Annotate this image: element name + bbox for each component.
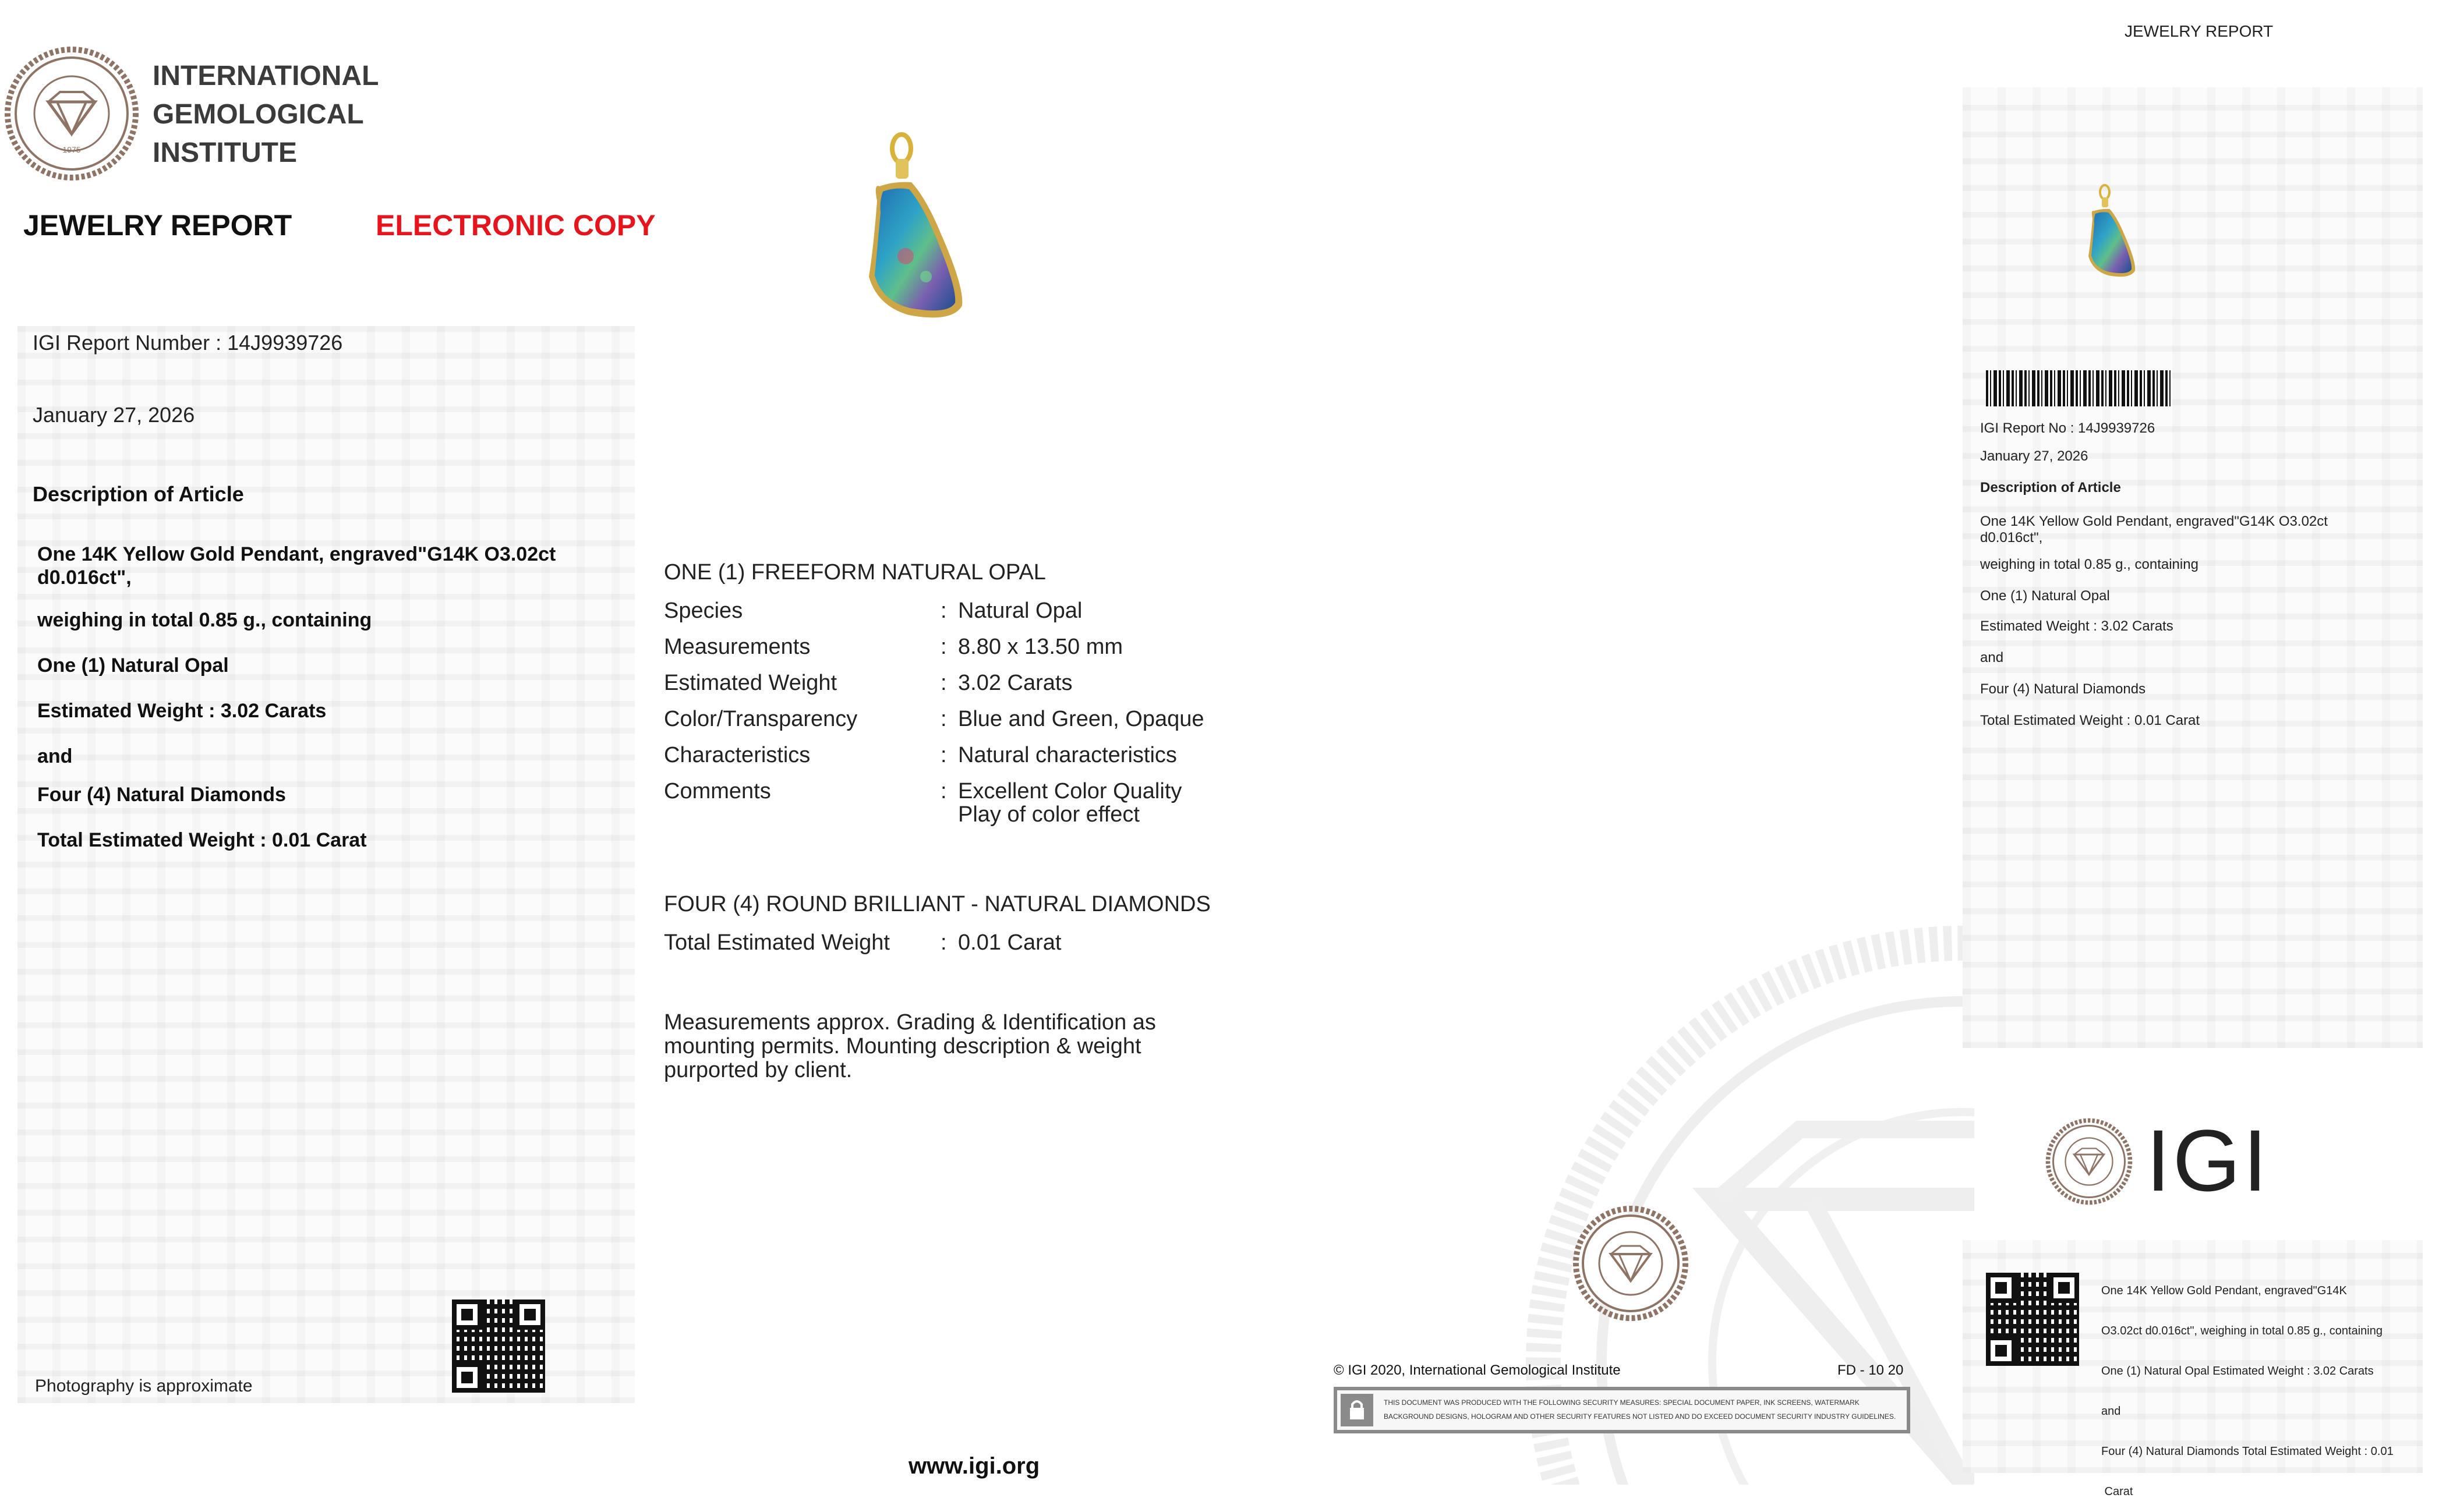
security-strip: [1334, 1387, 1910, 1433]
note-line: mounting permits. Mounting description & weight: [664, 1034, 1141, 1058]
row-label: Color/Transparency: [664, 707, 858, 731]
pendant-thumbnail: [2073, 180, 2143, 291]
right-summary-line: and: [2101, 1405, 2121, 1418]
right-description-line: One (1) Natural Opal: [1980, 588, 2110, 604]
small-seal-logo: [1572, 1205, 1689, 1322]
row-separator: :: [941, 930, 947, 955]
right-description-line: Estimated Weight : 3.02 Carats: [1980, 618, 2173, 634]
report-number: IGI Report Number : 14J9939726: [33, 331, 343, 355]
pendant-photo: [839, 131, 978, 341]
qr-code-left[interactable]: [452, 1299, 545, 1393]
brand-name-line3: INSTITUTE: [153, 137, 297, 168]
right-description-line: One 14K Yellow Gold Pendant, engraved"G14K O3.02ct: [1980, 514, 2328, 529]
row-value: Excellent Color Quality: [958, 779, 1182, 803]
brand-name-line2: GEMOLOGICAL: [153, 99, 364, 130]
brand-name-line1: INTERNATIONAL: [153, 61, 379, 91]
right-summary-line: One (1) Natural Opal Estimated Weight : 3.02 Carats: [2101, 1365, 2374, 1378]
row-label: Characteristics: [664, 743, 811, 767]
row-value: Natural characteristics: [958, 743, 1177, 767]
description-line: and: [37, 745, 73, 767]
right-description-line: and: [1980, 650, 2004, 665]
row-label: Comments: [664, 779, 771, 803]
top-right-report-type: JEWELRY REPORT: [2125, 22, 2274, 40]
row-label: Measurements: [664, 635, 811, 659]
padlock-icon: [1341, 1394, 1373, 1426]
row-separator: :: [941, 635, 947, 659]
right-description-line: Total Estimated Weight : 0.01 Carat: [1980, 713, 2200, 728]
form-code: FD - 10 20: [1837, 1362, 1904, 1378]
row-separator: :: [941, 707, 947, 731]
row-label: Estimated Weight: [664, 671, 837, 695]
description-line: One (1) Natural Opal: [37, 654, 229, 677]
description-line: One 14K Yellow Gold Pendant, engraved"G14K O3.02ct d0.016ct",: [37, 543, 556, 589]
report-barcode: [1986, 370, 2172, 406]
note-line: purported by client.: [664, 1058, 853, 1082]
description-heading: Description of Article: [33, 482, 244, 506]
right-report-number: IGI Report No : 14J9939726: [1980, 420, 2155, 436]
right-report-date: January 27, 2026: [1980, 448, 2088, 464]
diamond-section-heading: FOUR (4) ROUND BRILLIANT - NATURAL DIAMONDS: [664, 892, 1211, 916]
row-value: 8.80 x 13.50 mm: [958, 635, 1123, 659]
description-line: Total Estimated Weight : 0.01 Carat: [37, 829, 367, 851]
row-label: Species: [664, 599, 743, 623]
row-value: Blue and Green, Opaque: [958, 707, 1204, 731]
igi-logo-seal-right: [2045, 1118, 2133, 1205]
copyright-text: © IGI 2020, International Gemological Institute: [1334, 1362, 1621, 1378]
note-line: Measurements approx. Grading & Identification as: [664, 1010, 1156, 1035]
security-text-line2: BACKGROUND DESIGNS, HOLOGRAM AND OTHER SECURITY FEATURES NOT LISTED AND DO EXCEED DOCUMENT SECURITY INDUSTRY GUIDELINES.: [1384, 1412, 1896, 1421]
description-line: Four (4) Natural Diamonds: [37, 784, 286, 806]
right-description-line: weighing in total 0.85 g., containing: [1980, 557, 2198, 572]
row-value: Natural Opal: [958, 599, 1083, 623]
row-separator: :: [941, 599, 947, 623]
qr-code-right[interactable]: [1986, 1273, 2079, 1366]
website-link[interactable]: www.igi.org: [909, 1453, 1040, 1479]
igi-wordmark: IGI: [2146, 1111, 2270, 1209]
seal-year: 1975: [62, 145, 81, 154]
report-type-title: JEWELRY REPORT: [23, 209, 292, 242]
row-separator: :: [941, 779, 947, 803]
row-value: 0.01 Carat: [958, 930, 1062, 955]
row-label: Total Estimated Weight: [664, 930, 890, 955]
row-value: 3.02 Carats: [958, 671, 1073, 695]
description-line: weighing in total 0.85 g., containing: [37, 609, 372, 631]
row-separator: :: [941, 671, 947, 695]
right-description-line: Four (4) Natural Diamonds: [1980, 681, 2146, 697]
description-line: Estimated Weight : 3.02 Carats: [37, 700, 327, 722]
right-description-heading: Description of Article: [1980, 480, 2121, 495]
security-text-line1: THIS DOCUMENT WAS PRODUCED WITH THE FOLLOWING SECURITY MEASURES: SPECIAL DOCUMENT PAPER, INK SCREENS, WATERMARK: [1384, 1398, 1860, 1407]
right-summary-line: One 14K Yellow Gold Pendant, engraved"G14K: [2101, 1284, 2347, 1297]
row-value-secondary: Play of color effect: [958, 802, 1140, 827]
report-date: January 27, 2026: [33, 403, 195, 427]
right-description-line: d0.016ct",: [1980, 530, 2043, 546]
igi-seal-logo: [5, 47, 139, 180]
row-separator: :: [941, 743, 947, 767]
electronic-copy-label: ELECTRONIC COPY: [376, 209, 656, 242]
opal-section-heading: ONE (1) FREEFORM NATURAL OPAL: [664, 560, 1046, 585]
right-summary-line: Carat: [2101, 1485, 2133, 1498]
photo-note: Photography is approximate: [35, 1376, 253, 1396]
right-summary-line: O3.02ct d0.016ct", weighing in total 0.85 g., containing: [2101, 1325, 2383, 1337]
right-summary-line: Four (4) Natural Diamonds Total Estimated Weight : 0.01: [2101, 1445, 2394, 1458]
